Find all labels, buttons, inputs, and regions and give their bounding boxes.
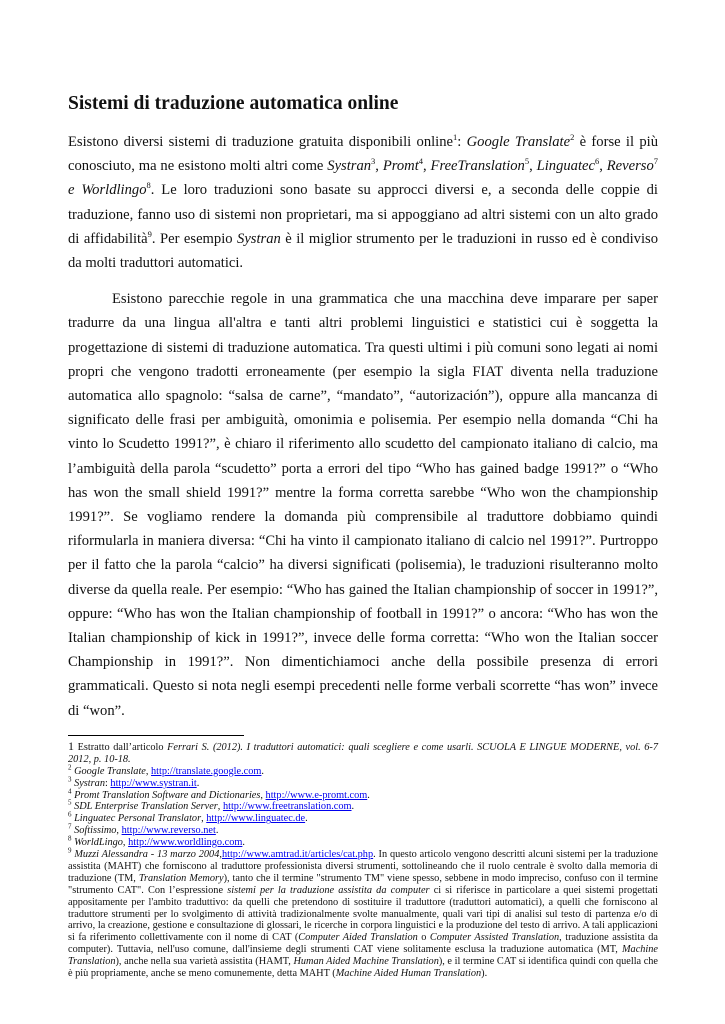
text-span: Esistono diversi sistemi di traduzione gratuita disponibili online — [68, 134, 453, 150]
text-span: , — [599, 158, 607, 175]
text-span: , — [217, 801, 223, 813]
term-worldlingo: Worldlingo — [81, 182, 147, 199]
text-span: , — [122, 837, 129, 849]
footnote-number: 5 — [68, 798, 72, 807]
footnote-link[interactable]: http://www.freetranslation.com — [222, 801, 352, 813]
text-span: , — [116, 825, 122, 837]
footnote-7 — [68, 822, 658, 837]
term: Human Aided Machine Translation — [293, 956, 439, 968]
footnote-number: 1 — [68, 738, 74, 753]
text-span: è forse il più conosciuto, ma ne esistono molti altri come — [68, 134, 658, 175]
footnote-name: WorldLingo — [74, 837, 123, 849]
footnote-number: 2 — [68, 763, 72, 772]
footnote-5 — [68, 798, 658, 813]
footnote-number: 7 — [68, 822, 72, 831]
page-title: Sistemi di traduzione automatica online — [68, 93, 399, 114]
text-span: . — [242, 837, 245, 849]
footnote-ref-5[interactable]: 5 — [524, 156, 530, 167]
footnote-link[interactable]: http://translate.google.com — [151, 765, 262, 777]
footnote-name: Muzzi Alessandra - 13 marzo 2004 — [74, 849, 220, 861]
footnote-ref-1[interactable]: 1 — [453, 132, 458, 143]
term: Machine Aided Human Translation — [335, 968, 482, 980]
footnote-name: Google Translate — [74, 765, 146, 777]
text-span: è il miglior strumento per le traduzioni in russo ed è condiviso da molti traduttori automatici. — [68, 230, 658, 272]
footnote-4 — [68, 787, 658, 802]
footnote-name: SDL Enterprise Translation Server — [74, 801, 218, 813]
term-promt: Promt — [382, 158, 419, 175]
text-span: ), anche nella sua varietà assistita (HAMT, — [115, 956, 294, 968]
text-span: . Le loro traduzioni sono basate su approcci diversi e, a seconda delle coppie di traduzione, fanno uso di sistemi non proprietari, ma si appoggiano ad altri sistemi con un alto grado di affidabilità — [68, 182, 658, 247]
text-span: e — [68, 182, 82, 199]
text-span: ). — [481, 968, 488, 980]
term-google-translate: Google Translate — [466, 134, 571, 150]
footnote-link[interactable]: http://www.linguatec.de — [206, 813, 306, 825]
text-span: , — [260, 789, 266, 801]
footnote-number: 3 — [68, 775, 72, 784]
term-systran: Systran — [327, 158, 372, 175]
footnote-3 — [68, 775, 658, 790]
citation: Ferrari S. (2012). I traduttori automatici: quali scegliere e come usarli. SCUOLA E LINGUE MODERNE, vol. 6-7 2012, p. 10-18. — [68, 741, 658, 765]
term: Computer Aided Translation — [298, 932, 418, 944]
text-span: o — [417, 932, 430, 944]
text-span: , — [219, 849, 222, 861]
footnote-name: Softissimo — [74, 825, 117, 837]
text-span: . — [305, 813, 308, 825]
footnote-number: 9 — [68, 846, 72, 855]
text-span: . — [215, 825, 219, 837]
term-systran: Systran — [237, 230, 281, 247]
text-span: , traduzione assistita da computer). Tuttavia, nell'uso comune, dall'insieme degli strumenti CAT viene solitamente esclusa la traduzione automatica (MT, — [68, 932, 659, 956]
footnote-link[interactable]: http://www.amtrad.it/articles/cat.php — [221, 849, 374, 861]
text-span: , — [529, 158, 537, 175]
term-linguatec: Linguatec — [536, 158, 595, 175]
text-span: , — [423, 158, 431, 175]
text-span: Estratto dall’articolo — [74, 741, 168, 753]
paragraph-1 — [68, 130, 658, 275]
footnote-ref-2[interactable]: 2 — [570, 132, 575, 143]
text-span: . — [261, 765, 264, 777]
footnote-8 — [68, 834, 658, 849]
footnote-name: Linguatec Personal Translator — [74, 813, 202, 825]
text-span: : — [457, 134, 467, 150]
footnote-link[interactable]: http://www.reverso.net — [121, 825, 216, 837]
footnote-name: Systran — [74, 777, 105, 789]
footnote-number: 6 — [68, 810, 72, 819]
footnote-ref-3[interactable]: 3 — [371, 156, 376, 167]
text-span: , — [201, 813, 207, 825]
text-span: . — [351, 801, 355, 813]
footnote-number: 8 — [68, 834, 72, 843]
text-span: ), e il termine CAT si identifica quindi con quella che è più propriamente, anche se meno comunemente, detta MAHT ( — [68, 956, 658, 980]
footnote-2 — [68, 763, 658, 778]
footnote-9 — [68, 846, 659, 980]
footnote-ref-9[interactable]: 9 — [147, 228, 152, 239]
footnote-ref-8[interactable]: 8 — [146, 180, 151, 191]
document-page — [68, 92, 658, 980]
text-span: , — [145, 765, 152, 777]
text-span: . In questo articolo vengono descritti alcuni sistemi per la traduzione assistita (MAHT) che forniscono al traduttore professionista diversi strumenti, sottolineando che il ruolo centrale è svolto dalla memoria di traduzione (TM, — [68, 849, 658, 884]
footnote-divider — [68, 735, 244, 736]
text-span: ci si riferisce in particolare a quei sistemi progettati appositamente per l'ambito traduttivo: da quelli che pretendono di sostituire il traduttore (traduttori automatici), a quelli che forniscono al traduttore strumenti per lo svolgimento di attività tradizionalmente svolte manualmente, quali vari tipi di analisi sul testo di partenza e/o di arrivo, la creazione, gestione e consultazione di glossari, le ricerche in corpora linguistici e la produzione del testo di arrivo. A tali applicazioni si fa riferimento collettivamente con il nome di CAT ( — [68, 884, 658, 944]
term-freetranslation: FreeTranslation — [430, 158, 525, 175]
footnote-1 — [68, 738, 658, 766]
footnote-number: 4 — [68, 787, 72, 796]
paragraph-2: Esistono parecchie regole in una grammatica che una macchina deve imparare per saper tradurre da una lingua all'altra e tanti altri problemi linguistici e statistici cui è soggetta la progettazione di sistemi di traduzione automatica. Tra questi ultimi i più comuni sono legati ai nomi propri che vengono tradotti erroneamente (per esempio la sigla FIAT diventa nella traduzione automatica allo spagnolo: “salsa de carne”, “mandato”, “autorización”), oppure alla mancanza di significato delle frasi per ambiguità, omonimia e polisemia. Per esempio nella domanda “Chi ha vinto lo Scudetto 1991?”, è chiaro il riferimento allo scudetto del campionato italiano di calcio, ma l’ambiguità della parola “scudetto” porta a errori del tipo “Who has gained badge 1991?” o “Who has won the small shield 1991?” mentre la forma corretta sarebbe “Who won the championship 1991?”. Se vogliamo rendere la domanda più comprensibile al traduttore dobbiamo quindi riformularla in maniera diversa: “Chi ha vinto il campionato italiano di calcio nel 1991?”. Purtroppo per il fatto che la parola “calcio” ha diversi significati (polisemia), le traduzioni risulteranno molto diverse da quella reale. Per esempio: “Who has gained the Italian championship of soccer in 1991?”, oppure: “Who has won the Italian championship of football in 1991?” o ancora: “Who has won the Italian championship of kick in 1991?”, invece delle forma corretta: “Who won the Italian soccer Championship in 1991?”. Non dimentichiamoci anche della possibile presenza di errori grammaticali. Questo si nota negli esempi precedenti nelle forme verbali scorrette “has won” invece di “won”. — [68, 291, 658, 719]
footnote-ref-7[interactable]: 7 — [653, 156, 659, 167]
footnote-link[interactable]: http://www.systran.it — [110, 777, 197, 789]
text-span: . — [367, 789, 370, 801]
text-span: : — [104, 777, 111, 789]
footnote-6 — [68, 810, 658, 825]
text-span: . Per esempio — [151, 230, 238, 247]
term: Computer Assisted Translation — [429, 932, 560, 944]
footnote-link[interactable]: http://www.e-promt.com — [265, 789, 368, 801]
footnote-ref-6[interactable]: 6 — [595, 156, 600, 167]
term-reverso: Reverso — [606, 158, 654, 175]
text-span: . — [196, 777, 200, 789]
term: Translation Memory — [138, 872, 224, 884]
term: sistemi per la traduzione assistita da computer — [227, 884, 430, 896]
footnote-name: Promt Translation Software and Dictionaries — [74, 789, 261, 801]
text-span: ), tanto che il termine "strumento TM" viene spesso, sebbene in modo impreciso, confuso con il termine "strumento CAT". Con l’espressione — [68, 872, 658, 896]
text-span: , — [375, 158, 383, 175]
term: Machine Translation — [68, 944, 658, 968]
footnote-link[interactable]: http://www.worldlingo.com — [128, 837, 243, 849]
footnote-ref-4[interactable]: 4 — [418, 156, 424, 167]
footnotes — [68, 738, 659, 980]
